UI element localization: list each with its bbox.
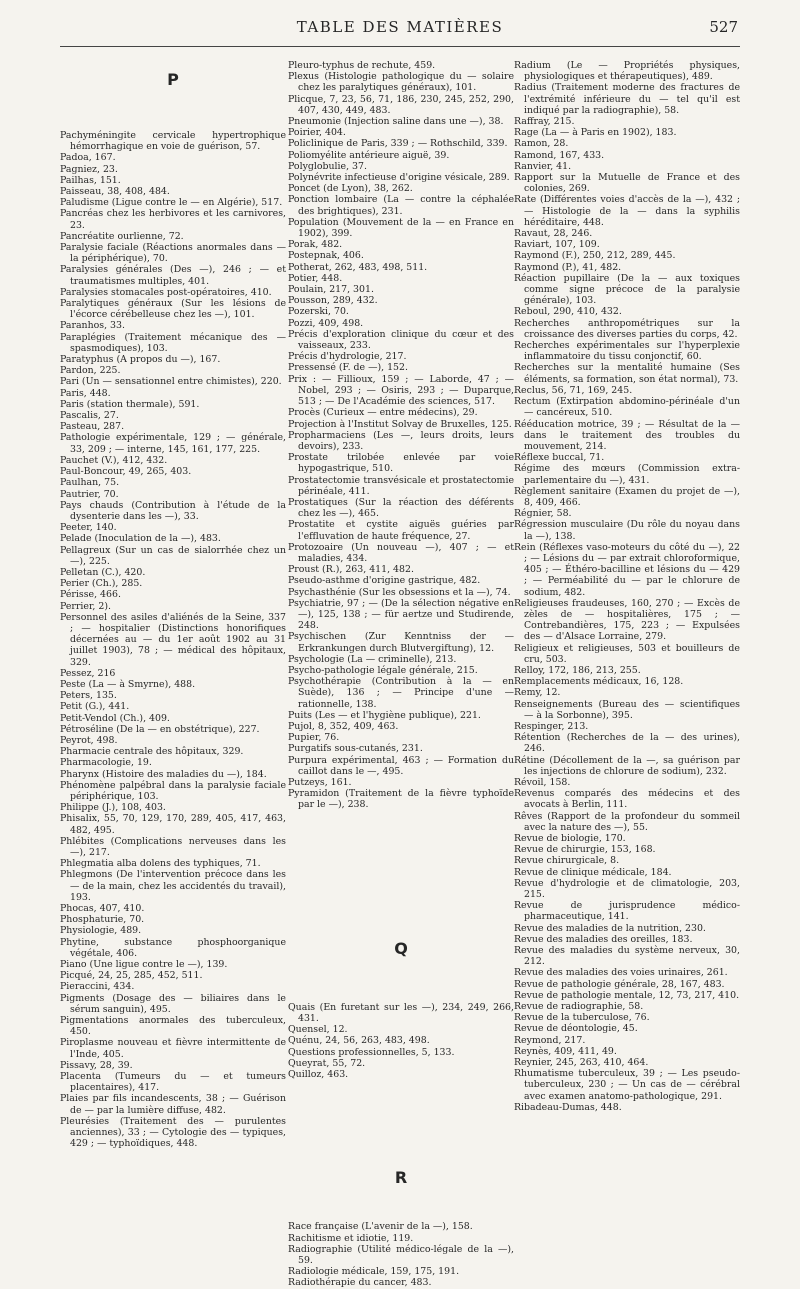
index-entry: Phytine, substance phosphoorganique végétale, 406. [60, 936, 286, 959]
index-entry: Régression musculaire (Du rôle du noyau dans la —), 138. [514, 519, 740, 542]
index-entry: Ravaut, 28, 246. [514, 228, 593, 240]
index-entries-p-right [288, 60, 514, 811]
index-entry: Pujol, 8, 352, 409, 463. [288, 720, 399, 732]
index-entry: Petit (G.), 441. [60, 701, 130, 713]
index-entry: Remy, 12. [514, 687, 561, 699]
index-entry: Paralysies stomacales post-opératoires, 410. [60, 286, 272, 298]
index-entry: Rééducation motrice, 39 ; — Résultat de la — dans le traitement des troubles du mouvement, 214. [514, 418, 740, 452]
index-entry: Pieraccini, 434. [60, 981, 135, 993]
index-entry: Radium (Le — Propriétés physiques, physiologiques et thérapeutiques), 489. [514, 60, 740, 83]
index-entry: Pascalis, 27. [60, 410, 119, 422]
index-entry: Polyglobulie, 37. [288, 160, 367, 172]
index-entry: Psycho-pathologie légale générale, 215. [288, 664, 478, 676]
index-entry: Phosphaturie, 70. [60, 914, 145, 926]
index-entry: Périsse, 466. [60, 589, 121, 601]
index-entry: Pays chauds (Contribution à l'étude de la dysenterie dans les —), 33. [60, 499, 286, 522]
index-entry: Piroplasme nouveau et fièvre intermittente de l'Inde, 405. [60, 1037, 286, 1060]
index-entry: Revue de jurisprudence médico-pharmaceutique, 141. [514, 900, 740, 923]
index-entry: Raymond (P.), 41, 482. [514, 261, 622, 273]
index-entry: Pigments (Dosage des — biliaires dans le sérum sanguin), 495. [60, 992, 286, 1015]
index-entry: Pathologie expérimentale, 129 ; — générale, 33, 209 ; — interne, 145, 161, 177, 225. [60, 432, 286, 455]
index-entry: Rêves (Rapport de la profondeur du sommeil avec la nature des —), 55. [514, 810, 740, 833]
index-entry: Régime des mœurs (Commission extra-parlementaire du —), 431. [514, 463, 740, 486]
index-entry: Radiologie médicale, 159, 175, 191. [288, 1266, 460, 1278]
index-entry: Revue de biologie, 170. [514, 833, 626, 845]
index-entry: Pardon, 225. [60, 365, 121, 377]
index-entry: Peters, 135. [60, 690, 117, 702]
index-entry: Ranvier, 41. [514, 160, 572, 172]
index-entry: Ribadeau-Dumas, 448. [514, 1101, 622, 1113]
index-entry: Pousson, 289, 432. [288, 295, 378, 307]
index-entry: Revue des maladies des voies urinaires, 261. [514, 967, 728, 979]
index-entry: Phisalix, 55, 70, 129, 170, 289, 405, 417, 463, 482, 495. [60, 813, 286, 836]
index-entries-r [514, 60, 740, 1113]
index-entry: Revenus comparés des médecins et des avocats à Berlin, 111. [514, 788, 740, 811]
index-entry: Pleuro-typhus de rechute, 459. [288, 60, 436, 71]
index-entry: Pozerski, 70. [288, 306, 349, 318]
index-entry: Perier (Ch.), 285. [60, 578, 143, 590]
index-entry: Revue de pathologie générale, 28, 167, 483. [514, 978, 725, 990]
index-entry: Revue de radiographie, 58. [514, 1001, 644, 1013]
index-entry: Personnel des asiles d'aliénés de la Seine, 337 ; — hospitalier (Distinctions honorifiques décernées au — du 1er août 1902 au 31 juillet 1903), 78 ; — médical des hôpitaux, 329. [60, 611, 286, 668]
index-entry: Paisseau, 38, 408, 484. [60, 186, 170, 198]
index-entry: Pupier, 76. [288, 732, 340, 744]
index-entry: Peste (La — à Smyrne), 488. [60, 678, 196, 690]
index-entry: Pleurésies (Traitement des — purulentes anciennes), 33 ; — Cytologie des — typiques, 429 ; — typhoïdiques, 448. [60, 1115, 286, 1150]
index-entry: Poliomyélite antérieure aiguë, 39. [288, 149, 450, 161]
index-entry: Reynier, 245, 263, 410, 464. [514, 1057, 649, 1069]
index-entry: Puits (Les — et l'hygiène publique), 221. [288, 709, 481, 721]
index-entry: Pautrier, 70. [60, 488, 119, 500]
index-entry: Ponction lombaire (La — contre la céphalée des brightiques), 231. [288, 194, 514, 217]
index-entry: Règlement sanitaire (Examen du projet de —), 8, 409, 466. [514, 485, 740, 508]
index-entry: Reclus, 56, 71, 169, 245. [514, 384, 633, 396]
index-entry: Proust (R.), 263, 411, 482. [288, 564, 414, 576]
index-entry: Paratyphus (A propos du —), 167. [60, 354, 221, 366]
index-entry: Raymond (F.), 250, 212, 289, 445. [514, 250, 676, 262]
index-entry: Population (Mouvement de la — en France en 1902), 399. [288, 216, 514, 240]
index-entry: Poulain, 217, 301. [288, 284, 374, 296]
index-entry: Paranhos, 33. [60, 320, 125, 332]
index-entry: Pancréas chez les herbivores et les carnivores, 23. [60, 208, 286, 231]
index-entry: Plaies par fils incandescents, 38 ; — Guérison de — par la lumière diffuse, 482. [60, 1093, 286, 1116]
index-entry: Psychasthénie (Sur les obsessions et la —), 74. [288, 586, 511, 598]
index-entry: Pellagreux (Sur un cas de sialorrhée chez un —), 225. [60, 544, 286, 567]
index-entry: Revue d'hydrologie et de climatologie, 203, 215. [514, 877, 740, 901]
section-letter-r: R [394, 1168, 408, 1188]
index-entry: Prostatiques (Sur la réaction des déférents chez les —), 465. [288, 496, 514, 520]
section-letter-p: P [167, 70, 179, 89]
index-entry: Pelade (Inoculation de la —), 483. [60, 533, 221, 545]
index-entry: Piano (Une ligue contre le —), 139. [60, 959, 228, 971]
index-entry: Revue de déontologie, 45. [514, 1023, 638, 1035]
index-entry: Reymond, 217. [514, 1034, 586, 1046]
index-entry: Padoa, 167. [60, 152, 116, 164]
index-entry: Prostatectomie transvésicale et prostatectomie périnéale, 411. [288, 474, 514, 497]
index-entry: Psychologie (La — criminelle), 213. [288, 653, 457, 665]
index-entry: Revue de pathologie mentale, 12, 73, 217, 410. [514, 989, 740, 1001]
index-entry: Respinger, 213. [514, 720, 589, 732]
index-entry: Revue des maladies des oreilles, 183. [514, 933, 693, 945]
index-entry: Phénomène palpébral dans la paralysie faciale périphérique, 103. [60, 779, 286, 802]
index-entry: Ramon, 28. [514, 138, 569, 150]
index-entry: Recherches sur la mentalité humaine (Ses éléments, sa formation, son état normal), 73. [514, 362, 740, 385]
index-entry: Potherat, 262, 483, 498, 511. [288, 261, 428, 273]
index-entry: Quensel, 12. [288, 1024, 348, 1036]
index-entry: Revue de clinique médicale, 184. [514, 866, 672, 878]
index-column-left [60, 60, 286, 1150]
index-entry: Pessez, 216 [60, 667, 116, 679]
index-entry: Porak, 482. [288, 239, 343, 251]
index-entry: Phlébites (Complications nerveuses dans les —), 217. [60, 835, 286, 858]
page-title: TABLE DES MATIÈRES [296, 18, 504, 36]
index-entry: Pigmentations anormales des tuberculeux, 450. [60, 1015, 286, 1038]
index-entry: Plicque, 7, 23, 56, 71, 186, 230, 245, 252, 290, 407, 430, 449, 483. [288, 93, 514, 116]
index-entry: Quais (En furetant sur les —), 234, 249, 266, 431. [288, 1001, 514, 1025]
index-entry: Rétine (Décollement de la —, sa guérison par les injections de chlorure de sodium), 232. [514, 754, 740, 777]
index-entry: Pasteau, 287. [60, 421, 125, 433]
index-entry: Pharmacie centrale des hôpitaux, 329. [60, 746, 244, 758]
index-entry: Pétroséline (De la — en obstétrique), 227. [60, 723, 260, 735]
index-entry: Placenta (Tumeurs du — et tumeurs placentaires), 417. [60, 1071, 286, 1094]
index-entry: Recherches anthropométriques sur la croissance des diverses parties du corps, 42. [514, 317, 740, 340]
index-entries-p-left [60, 130, 286, 1149]
index-entry: Rein (Réflexes vaso-moteurs du côté du —), 22 ; — Lésions du — par extrait chloroformique, 405 ; — Éthéro-bacilline et lésions du — 429 ; — Perméabilité du — par le chlorure de sodium, 482. [514, 541, 740, 598]
index-entry: Psychiatrie, 97 ; — (De la sélection négative en —), 125, 138 ; — für aertze und Studirende, 248. [288, 597, 514, 632]
index-entry: Radius (Traitement moderne des fractures de l'extrémité inférieure du — tel qu'il est indiqué par la radiographie), 58. [514, 82, 740, 116]
index-entry: Rectum (Extirpation abdomino-périnéale d'un — cancéreux, 510. [514, 396, 740, 419]
index-entry: Paralysies générales (Des —), 246 ; — et traumatismes multiples, 401. [60, 264, 286, 287]
index-entry: Pressensé (F. de —), 152. [288, 362, 408, 374]
index-entry: Religieux et religieuses, 503 et bouilleurs de cru, 503. [514, 642, 740, 665]
index-entries-q [288, 1002, 514, 1080]
section-letter-q: Q [394, 938, 408, 958]
index-entry: Physiologie, 489. [60, 925, 142, 937]
index-entry: Revue de chirurgie, 153, 168. [514, 844, 656, 856]
page-header [0, 18, 800, 42]
index-entry: Revue de la tuberculose, 76. [514, 1012, 650, 1024]
index-entry: Rhumatisme tuberculeux, 39 ; — Les pseudo-tuberculeux, 230 ; — Un cas de — cérébral avec examen anatomo-pathologique, 291. [514, 1068, 740, 1102]
index-entry: Révoil, 158. [514, 777, 571, 788]
index-entry: Race française (L'avenir de la —), 158. [288, 1221, 473, 1233]
index-entry: Radiographie (Utilité médico-légale de la —), 59. [288, 1243, 514, 1267]
index-entry: Paris (station thermale), 591. [60, 398, 200, 410]
index-entry: Renseignements (Bureau des — scientifiques — à la Sorbonne), 395. [514, 698, 740, 721]
index-entry: Pseudo-asthme d'origine gastrique, 482. [288, 575, 481, 587]
index-entry: Religieuses fraudeuses, 160, 270 ; — Excès de zèles de — hospitalières, 175 ; — Contrebandières, 175, 223 ; — Expulsées des — d'Alsace Lorraine, 279. [514, 597, 740, 643]
index-entry: Policlinique de Paris, 339 ; — Rothschild, 339. [288, 138, 508, 150]
index-entry: Pyramidon (Traitement de la fièvre typhoïde par le —), 238. [288, 788, 514, 811]
index-entry: Réflexe buccal, 71. [514, 452, 605, 464]
index-entry: Remplacements médicaux, 16, 128. [514, 676, 684, 688]
index-entry: Précis d'hydrologie, 217. [288, 351, 407, 363]
index-entry: Pharynx (Histoire des maladies du —), 184. [60, 768, 267, 780]
index-entry: Paraplégies (Traitement mécanique des — spasmodiques), 103. [60, 331, 286, 354]
index-entry: Rate (Différentes voies d'accès de la —), 432 ; — Histologie de la — dans la syphilis héréditaire, 448. [514, 194, 740, 228]
index-entry: Pissavy, 28, 39. [60, 1059, 133, 1071]
index-entry: Philippe (J.), 108, 403. [60, 802, 166, 814]
index-entry: Radiothérapie du cancer, 483. [288, 1277, 432, 1289]
index-entry: Relloy, 172, 186, 213, 255. [514, 664, 641, 676]
page-number: 527 [709, 18, 738, 36]
index-column-right [514, 60, 740, 1113]
index-entry: Régnier, 58. [514, 508, 572, 520]
index-entry: Pancréatite ourlienne, 72. [60, 230, 184, 242]
index-entry: Peeter, 140. [60, 522, 117, 534]
header-rule [60, 46, 740, 47]
index-entry: Phlegmatia alba dolens des typhiques, 71. [60, 858, 261, 870]
index-entries-r-start [288, 1221, 514, 1288]
index-entry: Revue des maladies de la nutrition, 230. [514, 922, 706, 934]
index-entry: Recherches expérimentales sur l'hyperplexie inflammatoire du tissu conjonctif, 60. [514, 340, 740, 363]
index-entry: Prix : — Fillioux, 159 ; — Laborde, 47 ; — Nobel, 293 ; — Osiris, 293 ; — Duparque, 513 ; — De l'Académie des sciences, 517. [288, 373, 514, 408]
index-entry: Quénu, 24, 56, 263, 483, 498. [288, 1035, 430, 1047]
index-entry: Queyrat, 55, 72. [288, 1057, 366, 1069]
index-entry: Reboul, 290, 410, 432. [514, 306, 622, 318]
index-entry: Revue chirurgicale, 8. [514, 855, 620, 867]
index-entry: Pozzi, 409, 498. [288, 317, 364, 329]
index-entry: Petit-Vendol (Ch.), 409. [60, 712, 170, 724]
index-entry: Phlegmons (De l'intervention précoce dans les — de la main, chez les accidentés du travail), 193. [60, 869, 286, 903]
index-entry: Revue des maladies du système nerveux, 30, 212. [514, 945, 740, 968]
index-entry: Reynès, 409, 411, 49. [514, 1045, 617, 1057]
index-entry: Pneumonie (Injection saline dans une —), 38. [288, 116, 504, 128]
index-entry: Rapport sur la Mutuelle de France et des colonies, 269. [514, 172, 740, 195]
index-entry: Protozoaire (Un nouveau —), 407 ; — et maladies, 434. [288, 541, 514, 564]
index-entry: Potier, 448. [288, 272, 343, 284]
index-entry: Purpura expérimental, 463 ; — Formation du caillot dans le —, 495. [288, 754, 514, 777]
index-entry: Pagniez, 23. [60, 163, 118, 175]
index-column-middle [288, 60, 514, 1289]
index-entry: Pharmacologie, 19. [60, 757, 152, 769]
index-entry: Raviart, 107, 109. [514, 239, 600, 251]
index-entry: Quilloz, 463. [288, 1069, 349, 1081]
index-entry: Raffray, 215. [514, 116, 575, 128]
index-entry: Paris, 448. [60, 387, 111, 399]
index-entry: Ramond, 167, 433. [514, 149, 605, 161]
index-entry: Paralytiques généraux (Sur les lésions de l'écorce cérébelleuse chez les —), 101. [60, 298, 286, 321]
index-entry: Plexus (Histologie pathologique du — solaire chez les paralytiques généraux), 101. [288, 71, 514, 94]
index-entry: Pari (Un — sensationnel entre chimistes), 220. [60, 376, 282, 388]
index-entry: Picqué, 24, 25, 285, 452, 511. [60, 970, 203, 982]
index-entry: Propharmaciens (Les —, leurs droits, leurs devoirs), 233. [288, 429, 514, 452]
index-entry: Phocas, 407, 410. [60, 903, 145, 915]
index-entry: Putzeys, 161. [288, 777, 352, 788]
index-entry: Rachitisme et idiotie, 119. [288, 1232, 414, 1244]
index-entry: Questions professionnelles, 5, 133. [288, 1046, 455, 1058]
index-entry: Procès (Curieux — entre médecins), 29. [288, 407, 478, 419]
index-entry: Perrier, 2). [60, 600, 111, 612]
index-entry: Postepnak, 406. [288, 250, 364, 262]
index-entry: Rage (La — à Paris en 1902), 183. [514, 127, 677, 139]
index-entry: Paralysie faciale (Réactions anormales dans — la périphérique), 70. [60, 242, 286, 265]
index-entry: Réaction pupillaire (De la — aux toxiques comme signe précoce de la paralysie générale), 103. [514, 272, 740, 307]
index-entry: Poncet (de Lyon), 38, 262. [288, 183, 413, 195]
index-entry: Prostate trilobée enlevée par voie hypogastrique, 510. [288, 452, 514, 475]
index-entry: Polynévrite infectieuse d'origine vésicale, 289. [288, 172, 510, 184]
index-entry: Prostatite et cystite aiguës guéries par l'effluvation de haute fréquence, 27. [288, 519, 514, 542]
index-entry: Pailhas, 151. [60, 174, 121, 186]
index-entry: Poirier, 404. [288, 127, 346, 139]
index-entry: Psychischen (Zur Kenntniss der — Erkrankungen durch Blutvergiftung), 12. [288, 631, 514, 654]
index-entry: Peyrot, 498. [60, 734, 118, 746]
index-entry: Projection à l'Institut Solvay de Bruxelles, 125. [288, 418, 512, 430]
index-entry: Paul-Boncour, 49, 265, 403. [60, 466, 192, 478]
index-entry: Paulhan, 75. [60, 477, 120, 489]
index-entry: Pachyméningite cervicale hypertrophique hémorrhagique en voie de guérison, 57. [60, 130, 286, 153]
index-entry: Pauchet (V.), 412, 432. [60, 454, 168, 466]
index-entry: Paludisme (Ligue contre le — en Algérie), 517. [60, 197, 283, 209]
index-entry: Psychothérapie (Contribution à la — en Suède), 136 ; — Principe d'une — rationnelle, 138. [288, 676, 514, 710]
index-entry: Rétention (Recherches de la — des urines), 246. [514, 732, 740, 755]
index-entry: Pelletan (C.), 420. [60, 566, 146, 578]
index-entry: Purgatifs sous-cutanés, 231. [288, 743, 423, 755]
index-entry: Précis d'exploration clinique du cœur et des vaisseaux, 233. [288, 328, 514, 352]
